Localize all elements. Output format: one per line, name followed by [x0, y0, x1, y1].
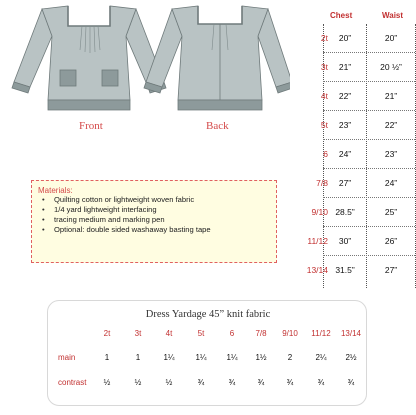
grid-line [323, 197, 415, 198]
size-row [298, 228, 416, 257]
yardage-cell: 2 [287, 353, 293, 362]
waist-value: 21” [384, 91, 398, 101]
waist-value: 24” [384, 178, 398, 188]
garment-illustrations [0, 0, 290, 120]
chest-value: 27” [338, 178, 352, 188]
chest-value: 30” [338, 236, 352, 246]
garment-drawings [0, 0, 290, 145]
size-chart [298, 0, 416, 292]
waist-value: 20 ½” [380, 62, 402, 72]
size-label: 4t [320, 91, 328, 101]
size-label: 9/10 [311, 207, 328, 217]
yardage-cell: ¾ [286, 378, 294, 387]
yardage-size-header: 2t [103, 329, 111, 338]
dress-back-drawing [144, 6, 290, 110]
yardage-size-header: 6 [229, 329, 235, 338]
size-row [298, 54, 416, 83]
size-row [298, 112, 416, 141]
yardage-row-label: main [58, 353, 76, 362]
dress-front-drawing [12, 6, 166, 110]
waist-value: 22” [384, 120, 398, 130]
waist-value: 25” [384, 207, 398, 217]
yardage-cell: ½ [165, 378, 173, 387]
yardage-cell: 2¼ [315, 353, 327, 362]
grid-line [323, 52, 415, 53]
grid-line [323, 168, 415, 169]
materials-item: • 1/4 yard lightweight interfacing [54, 205, 211, 215]
chest-value: 28.5” [335, 207, 355, 217]
yardage-size-header: 7/8 [255, 329, 267, 338]
front-caption: Front [79, 120, 103, 132]
size-label: 7/8 [316, 178, 328, 188]
size-row [298, 170, 416, 199]
materials-list [32, 195, 211, 235]
yardage-row-label: contrast [58, 378, 87, 387]
size-row [298, 199, 416, 228]
yardage-size-header: 9/10 [282, 329, 298, 338]
grid-line [323, 110, 415, 111]
yardage-cell: 1¼ [195, 353, 207, 362]
yardage-cell: ½ [134, 378, 142, 387]
size-label: 3t [320, 62, 328, 72]
yardage-cell: 2½ [345, 353, 357, 362]
yardage-size-header: 13/14 [340, 329, 362, 338]
size-row [298, 83, 416, 112]
yardage-cell: 1 [104, 353, 110, 362]
yardage-table [47, 300, 367, 406]
size-label: 2t [320, 33, 328, 43]
materials-title: Materials: [38, 186, 73, 195]
yardage-size-header: 5t [197, 329, 205, 338]
chest-value: 22” [338, 91, 352, 101]
back-caption: Back [206, 120, 229, 132]
yardage-size-header: 4t [165, 329, 173, 338]
materials-box [31, 180, 277, 263]
waist-column-header: Waist [382, 11, 404, 20]
waist-value: 23” [384, 149, 398, 159]
chest-value: 23” [338, 120, 352, 130]
chest-value: 24” [338, 149, 352, 159]
yardage-cell: ½ [103, 378, 111, 387]
yardage-size-header: 3t [134, 329, 142, 338]
yardage-cell: ¾ [228, 378, 236, 387]
waist-value: 26” [384, 236, 398, 246]
grid-line [323, 139, 415, 140]
yardage-cell: ¾ [347, 378, 355, 387]
size-row [298, 25, 416, 54]
yardage-cell: 1 [135, 353, 141, 362]
yardage-cell: 1½ [255, 353, 267, 362]
yardage-cell: ¾ [197, 378, 205, 387]
yardage-title: Dress Yardage 45” knit fabric [145, 309, 271, 320]
chest-column-header: Chest [330, 11, 353, 20]
size-label: 5t [320, 120, 328, 130]
yardage-cell: 1¼ [163, 353, 175, 362]
yardage-cell: 1¼ [226, 353, 238, 362]
chest-value: 21” [338, 62, 352, 72]
materials-item: • tracing medium and marking pen [54, 215, 211, 225]
grid-line [323, 255, 415, 256]
size-label: 13/14 [306, 265, 328, 275]
waist-value: 20” [384, 33, 398, 43]
size-label: 6 [323, 149, 328, 159]
materials-item: • Optional: double sided washaway basting tape [54, 225, 211, 235]
grid-line [323, 81, 415, 82]
size-label: 11/12 [307, 236, 328, 246]
materials-item: • Quilting cotton or lightweight woven fabric [54, 195, 211, 205]
chest-value: 31.5” [335, 265, 355, 275]
yardage-cell: ¾ [257, 378, 265, 387]
waist-value: 27” [384, 265, 398, 275]
grid-line [323, 226, 415, 227]
yardage-cell: ¾ [317, 378, 325, 387]
size-row [298, 257, 416, 286]
chest-value: 20” [338, 33, 352, 43]
yardage-size-header: 11/12 [311, 329, 331, 338]
size-row [298, 141, 416, 170]
